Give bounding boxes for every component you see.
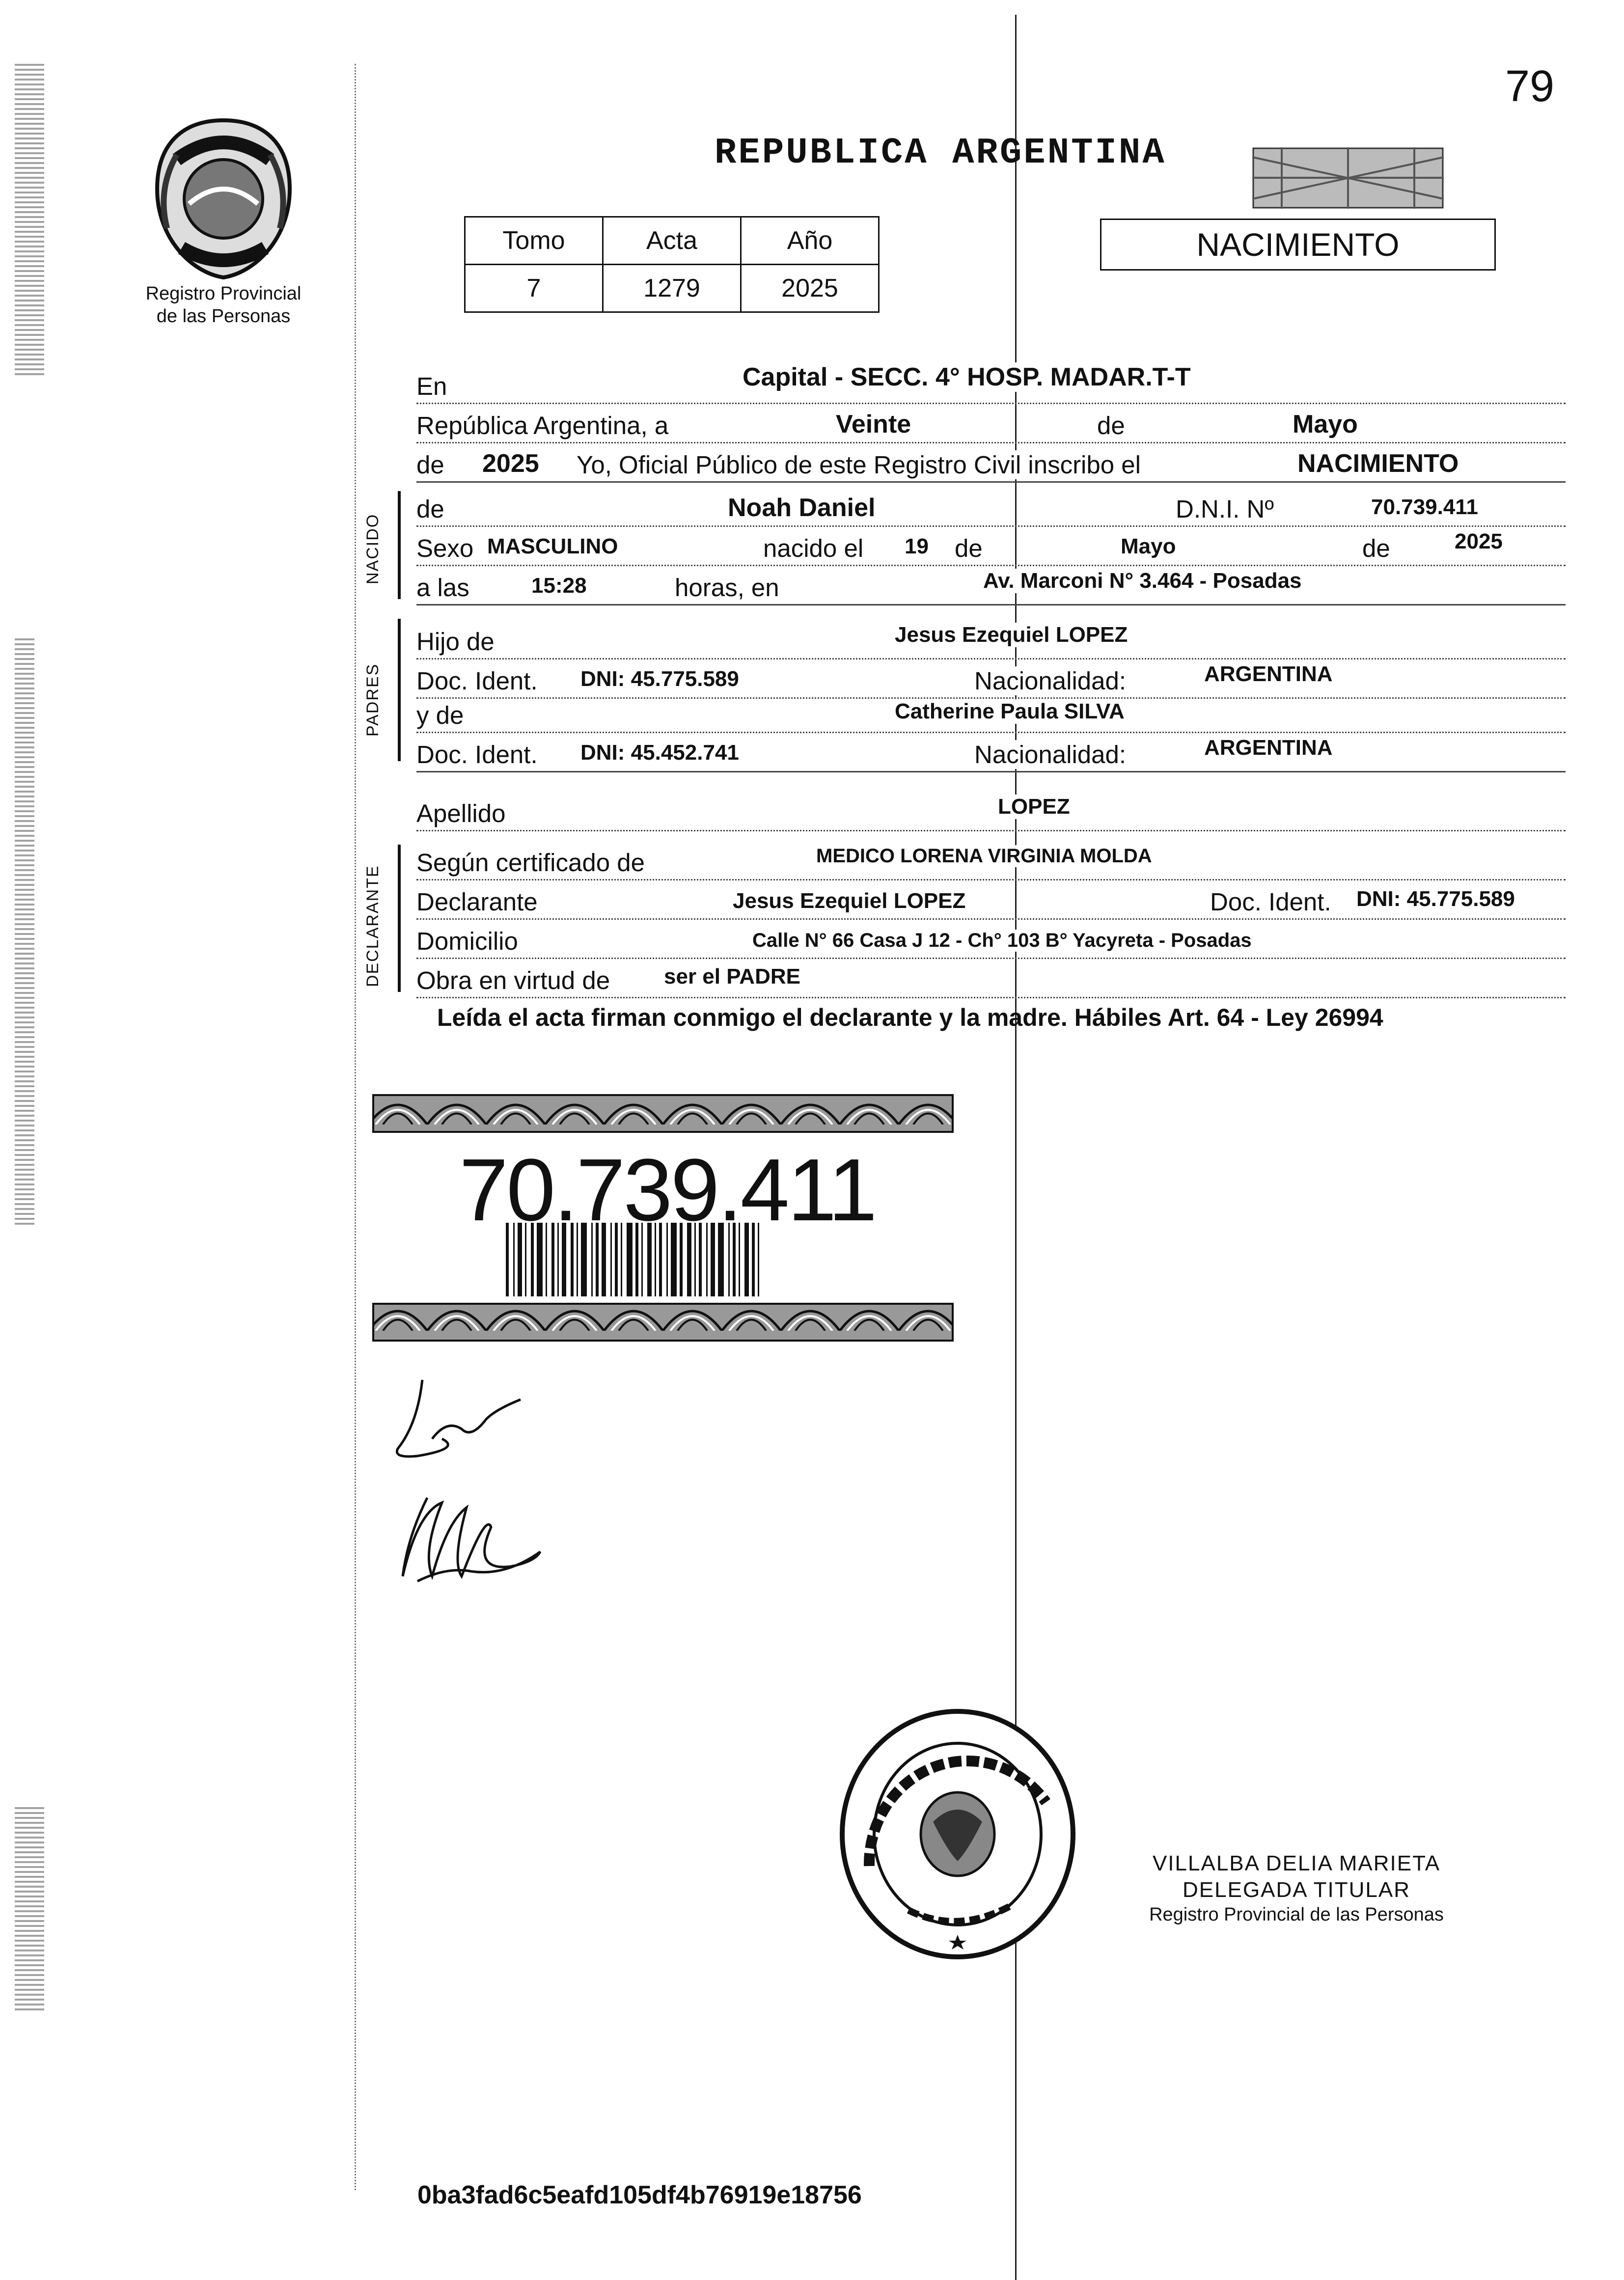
- signer-role: DELEGADA TITULAR: [1183, 1878, 1410, 1902]
- signer-name: VILLALBA DELIA MARIETA: [1152, 1851, 1441, 1875]
- declarante-label: Declarante: [416, 887, 541, 916]
- apellido-value: LOPEZ: [996, 795, 1072, 819]
- document-type: NACIMIENTO: [1100, 219, 1496, 271]
- closing-text: Leída el acta firman conmigo el declarante y la madre. Hábiles Art. 64 - Ley 26994: [437, 1004, 1383, 1031]
- signer-office: Registro Provincial de las Personas: [1149, 1904, 1444, 1925]
- acta-value: 1279: [603, 265, 741, 312]
- place-value: Capital - SECC. 4° HOSP. MADAR.T-T: [741, 362, 1193, 392]
- form-row-sex: [416, 525, 1566, 566]
- form-row-apellido: [416, 791, 1566, 831]
- birth-de1-label: de: [952, 534, 986, 563]
- form-row-name: [416, 486, 1566, 527]
- declarante-section-rule: [398, 845, 401, 992]
- form-row-date: [416, 403, 1566, 443]
- nacido-section-rule: [398, 491, 401, 599]
- mother-doc-label: Doc. Ident.: [416, 740, 541, 769]
- mother-nat-label: Nacionalidad:: [971, 740, 1129, 769]
- declarante-doc-value: DNI: 45.775.589: [1354, 887, 1517, 911]
- year-prefix-label: de: [416, 450, 447, 479]
- cert-label: Según certificado de: [416, 848, 648, 877]
- nacido-section-label: NACIDO: [363, 513, 382, 584]
- year-value: 2025: [480, 449, 541, 478]
- form-row-domicilio: [416, 918, 1566, 959]
- page-title: REPUBLICA ARGENTINA: [715, 133, 1166, 174]
- barcode-number: 70.739.411: [459, 1141, 876, 1239]
- birth-month-value: Mayo: [1119, 534, 1178, 559]
- en-label: En: [416, 372, 450, 401]
- declarante-doc-label: Doc. Ident.: [1207, 887, 1334, 916]
- padres-section-rule: [398, 619, 401, 761]
- father-doc-value: DNI: 45.775.589: [578, 667, 741, 691]
- father-nat-value: ARGENTINA: [1202, 662, 1335, 687]
- margin-line: [355, 64, 356, 2190]
- hour-label: a las: [416, 573, 472, 602]
- day-words-value: Veinte: [834, 410, 913, 439]
- form-row-cert: [416, 840, 1566, 880]
- domicilio-label: Domicilio: [416, 927, 521, 956]
- official-seal-image: [835, 1704, 1080, 1964]
- padres-section-label: PADRES: [363, 663, 382, 737]
- oficial-text: Yo, Oficial Público de este Registro Civil inscribo el: [574, 450, 1144, 479]
- tomo-value: 7: [465, 265, 603, 312]
- dni-label: D.N.I. Nº: [1173, 494, 1277, 523]
- republica-label: República Argentina, a: [416, 411, 671, 440]
- child-name-value: Noah Daniel: [726, 493, 878, 522]
- sexo-value: MASCULINO: [485, 534, 620, 559]
- emblem-caption: Registro Provincial de las Personas: [145, 283, 302, 327]
- birth-year-value: 2025: [1453, 529, 1505, 554]
- mother-label: y de: [416, 701, 467, 730]
- guilloche-band-bottom: [373, 1304, 953, 1341]
- father-name-value: Jesus Ezequiel LOPEZ: [893, 623, 1129, 647]
- child-dni-value: 70.739.411: [1369, 495, 1480, 520]
- birth-de2-label: de: [1359, 534, 1393, 563]
- nacido-label: nacido el: [760, 534, 866, 563]
- scan-edge-artifact: [15, 638, 34, 1228]
- sexo-label: Sexo: [416, 534, 476, 563]
- scan-edge-artifact: [15, 64, 44, 378]
- ano-header: Año: [741, 217, 879, 265]
- page-number: 79: [1505, 62, 1555, 111]
- signer-block: [1139, 1851, 1454, 1925]
- form-row-mother: [416, 692, 1566, 733]
- declarante-value: Jesus Ezequiel LOPEZ: [731, 889, 967, 913]
- signature-image: [388, 1365, 565, 1621]
- security-stamp-icon: [1252, 147, 1444, 209]
- form-row-declarante: [416, 879, 1566, 920]
- obra-label: Obra en virtud de: [416, 966, 613, 995]
- father-label: Hijo de: [416, 627, 497, 656]
- mother-nat-value: ARGENTINA: [1202, 736, 1335, 760]
- birth-day-value: 19: [903, 534, 931, 559]
- tomo-header: Tomo: [465, 217, 603, 265]
- hour-value: 15:28: [529, 574, 589, 598]
- name-label: de: [416, 494, 447, 523]
- ano-value: 2025: [741, 265, 879, 312]
- month-value: Mayo: [1291, 410, 1360, 439]
- father-nat-label: Nacionalidad:: [971, 666, 1129, 695]
- acta-header: Acta: [603, 217, 741, 265]
- act-type-value: NACIMIENTO: [1295, 449, 1460, 478]
- form-row-father: [416, 619, 1566, 659]
- record-table: [464, 216, 880, 313]
- apellido-label: Apellido: [416, 799, 508, 828]
- guilloche-band-top: [373, 1095, 953, 1132]
- provincial-emblem-icon: [147, 115, 300, 282]
- mother-doc-value: DNI: 45.452.741: [578, 741, 741, 765]
- de-label: de: [1094, 411, 1128, 440]
- form-row-hour: [416, 565, 1566, 605]
- scan-edge-artifact: [15, 1807, 44, 2013]
- mother-name-value: Catherine Paula SILVA: [893, 699, 1127, 724]
- father-doc-label: Doc. Ident.: [416, 666, 541, 695]
- document-hash: 0ba3fad6c5eafd105df4b76919e18756: [417, 2181, 862, 2209]
- form-row-year: [416, 442, 1566, 483]
- cert-value: MEDICO LORENA VIRGINIA MOLDA: [814, 845, 1154, 867]
- domicilio-value: Calle N° 66 Casa J 12 - Ch° 103 B° Yacyreta - Posadas: [750, 930, 1254, 952]
- obra-value: ser el PADRE: [662, 964, 802, 989]
- form-row-mother-doc: [416, 732, 1566, 772]
- form-row-obra: [416, 958, 1566, 998]
- birth-place-value: Av. Marconi N° 3.464 - Posadas: [981, 569, 1304, 593]
- declarante-section-label: DECLARANTE: [363, 865, 382, 987]
- form-row-place: [416, 363, 1566, 404]
- place-label: horas, en: [672, 573, 782, 602]
